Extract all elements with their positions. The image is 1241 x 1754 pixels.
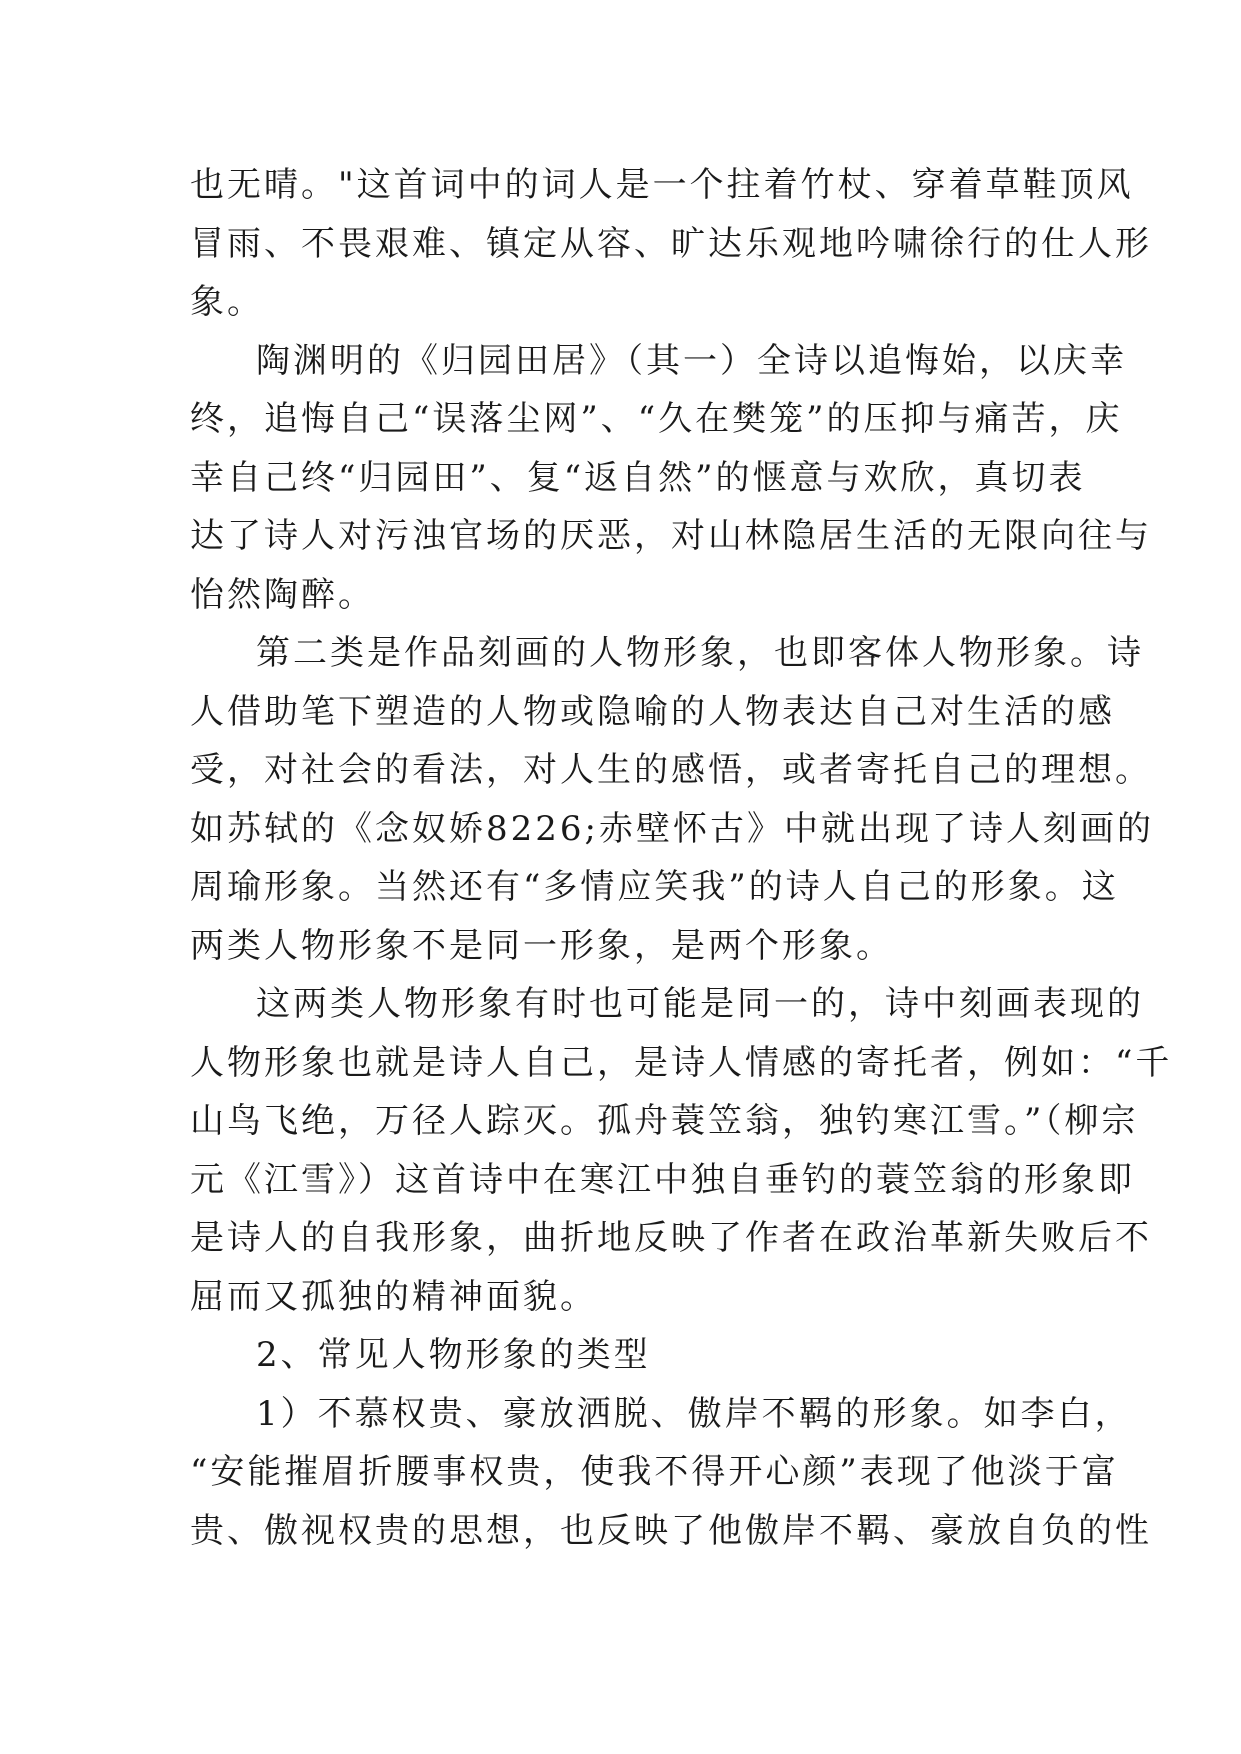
body-text	[190, 156, 1173, 1560]
text-line: 屈而又孤独的精神面貌。	[190, 1276, 597, 1317]
text-line: 人借助笔下塑造的人物或隐喻的人物表达自己对生活的感	[190, 691, 1115, 732]
text-line: 陶渊明的《归园田居》（其一）全诗以追悔始，以庆幸	[256, 340, 1127, 381]
section-heading: 2、常见人物形象的类型	[256, 1335, 651, 1375]
text-line: 这两类人物形象有时也可能是同一的，诗中刻画表现的	[256, 984, 1144, 1024]
text-line: “安能摧眉折腰事权贵，使我不得开心颜”表现了他淡于富	[190, 1452, 1119, 1492]
text-line: 冒雨、不畏艰难、镇定从容、旷达乐观地吟啸徐行的仕人形	[190, 223, 1152, 264]
text-line: 受，对社会的看法，对人生的感悟，或者寄托自己的理想。	[190, 750, 1152, 790]
text-line: 终，追悔自己“误落尘网”、“久在樊笼”的压抑与痛苦，庆	[190, 399, 1123, 439]
text-line: 象。	[190, 282, 264, 322]
text-line: 山鸟飞绝，万径人踪灭。孤舟蓑笠翁，独钓寒江雪。”（柳宗	[190, 1101, 1139, 1141]
text-line: 也无晴。"这首词中的词人是一个拄着竹杖、穿着草鞋顶风	[190, 165, 1134, 205]
text-line: 1）不慕权贵、豪放洒脱、傲岸不羁的形象。如李白，	[256, 1393, 1132, 1434]
text-line: 周瑜形象。当然还有“多情应笑我”的诗人自己的形象。这	[190, 867, 1119, 907]
text-line: 两类人物形象不是同一形象，是两个形象。	[190, 925, 893, 966]
text-line: 怡然陶醉。	[190, 574, 375, 615]
text-line: 元《江雪》）这首诗中在寒江中独自垂钓的蓑笠翁的形象即	[190, 1159, 1135, 1200]
text-line: 幸自己终“归园田”、复“返自然”的惬意与欢欣，真切表	[190, 457, 1086, 498]
text-line: 人物形象也就是诗人自己，是诗人情感的寄托者，例如：“千	[190, 1042, 1173, 1083]
text-line: 如苏轼的《念奴娇8226;赤壁怀古》中就出现了诗人刻画的	[190, 808, 1154, 849]
text-line: 是诗人的自我形象，曲折地反映了作者在政治革新失败后不	[190, 1218, 1152, 1258]
text-line: 第二类是作品刻画的人物形象，也即客体人物形象。诗	[256, 633, 1144, 673]
text-line: 贵、傲视权贵的思想，也反映了他傲岸不羁、豪放自负的性	[190, 1510, 1152, 1551]
text-line: 达了诗人对污浊官场的厌恶，对山林隐居生活的无限向往与	[190, 516, 1152, 556]
